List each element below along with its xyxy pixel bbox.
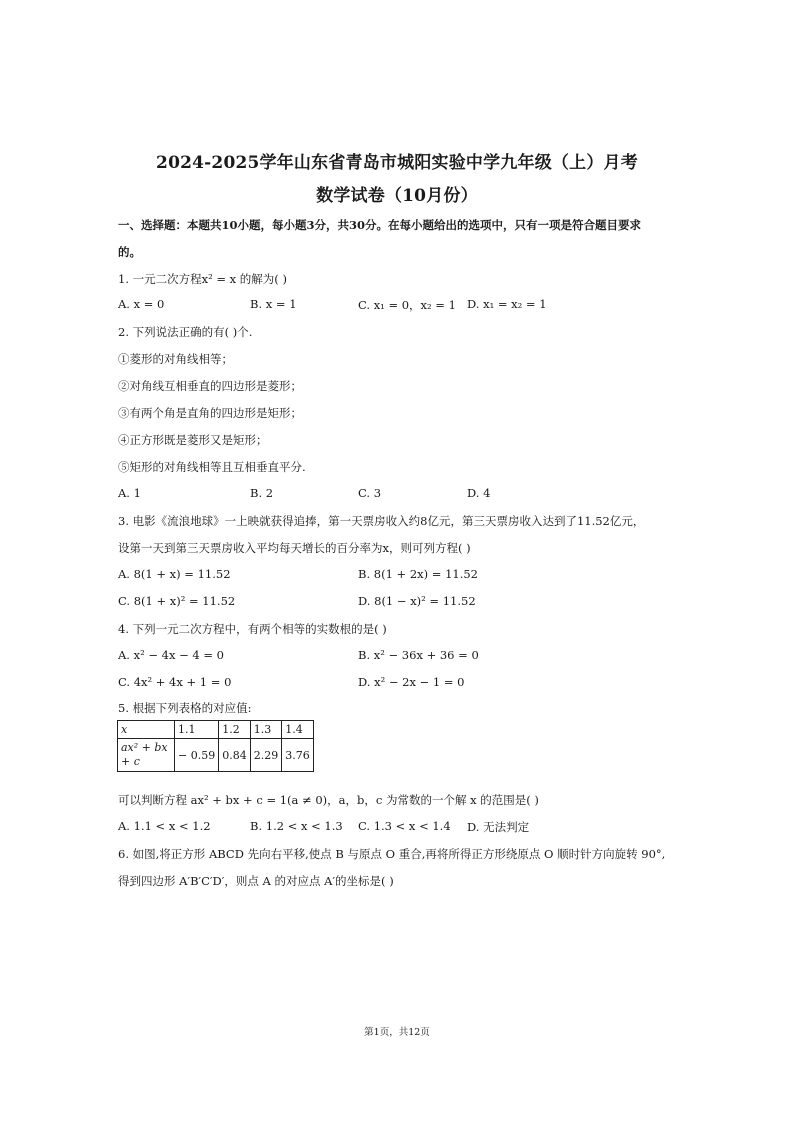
- question-4-option-d: D. x² − 2x − 1 = 0: [358, 675, 465, 689]
- page-footer: 第1页，共12页: [364, 1027, 430, 1038]
- question-2-option-c: C. 3: [358, 486, 382, 500]
- exam-title-line1: 2024-2025学年山东省青岛市城阳实验中学九年级（上）月考: [156, 153, 638, 173]
- table-cell: 1.1: [175, 721, 219, 739]
- question-4-option-c: C. 4x² + 4x + 1 = 0: [118, 675, 232, 689]
- table-cell: 1.2: [219, 721, 251, 739]
- table-row: [118, 721, 314, 739]
- question-2-item-3: ③有两个角是直角的四边形是矩形；: [118, 406, 302, 420]
- table-cell: 3.76: [282, 739, 314, 772]
- table-cell: 1.4: [282, 721, 314, 739]
- table-cell: − 0.59: [175, 739, 219, 772]
- question-3-stem-line2: 设第一天到第三天票房收入平均每天增长的百分率为x，则可列方程( ): [118, 541, 471, 555]
- question-2-item-2: ②对角线互相垂直的四边形是菱形；: [118, 379, 302, 393]
- table-cell: 0.84: [219, 739, 251, 772]
- question-1-option-a: A. x = 0: [118, 297, 165, 311]
- question-3-option-a: A. 8(1 + x) = 11.52: [118, 567, 231, 581]
- question-2-stem: 2. 下列说法正确的有( )个.: [118, 325, 253, 339]
- table-row: [118, 739, 314, 772]
- question-2-item-1: ①菱形的对角线相等；: [118, 352, 233, 366]
- question-4-stem: 4. 下列一元二次方程中，有两个相等的实数根的是( ): [118, 622, 387, 636]
- question-5-stem: 5. 根据下列表格的对应值:: [118, 701, 252, 715]
- question-3-option-c: C. 8(1 + x)² = 11.52: [118, 594, 236, 608]
- question-1-stem: 1. 一元二次方程x² = x 的解为( ): [118, 272, 287, 286]
- question-2-item-4: ④正方形既是菱形又是矩形；: [118, 433, 268, 447]
- table-cell: 1.3: [250, 721, 282, 739]
- question-2-option-b: B. 2: [250, 486, 274, 500]
- question-2-item-5: ⑤矩形的对角线相等且互相垂直平分.: [118, 460, 306, 474]
- question-2-option-a: A. 1: [118, 486, 141, 500]
- expression-part-2: + c: [121, 755, 140, 768]
- exam-title-line2: 数学试卷（10月份）: [316, 186, 478, 206]
- question-4-option-b: B. x² − 36x + 36 = 0: [358, 648, 479, 662]
- question-6-stem-line2: 得到四边形 A′B′C′D′，则点 A 的对应点 A′的坐标是( ): [118, 874, 394, 888]
- question-5-stem-line2: 可以判断方程 ax² + bx + c = 1(a ≠ 0)，a，b，c 为常数的一个解 x 的范围是( ): [118, 793, 539, 807]
- question-1-option-d: D. x₁ = x₂ = 1: [467, 297, 547, 311]
- section-instructions-line1: 一、选择题：本题共10小题，每小题3分，共30分。在每小题给出的选项中，只有一项是符合题目要求: [118, 218, 642, 232]
- question-5-option-c: C. 1.3 < x < 1.4: [358, 819, 451, 833]
- question-4-option-a: A. x² − 4x − 4 = 0: [118, 648, 224, 662]
- expression-part-1: ax² + bx: [121, 741, 168, 754]
- question-3-option-d: D. 8(1 − x)² = 11.52: [358, 594, 476, 608]
- question-5-option-d: D. 无法判定: [467, 820, 530, 834]
- question-1-option-c: C. x₁ = 0，x₂ = 1: [358, 298, 456, 312]
- values-table: [117, 720, 314, 772]
- section-instructions-line2: 的。: [118, 245, 141, 259]
- question-3-option-b: B. 8(1 + 2x) = 11.52: [358, 567, 478, 581]
- question-1-option-b: B. x = 1: [250, 297, 297, 311]
- question-5-option-b: B. 1.2 < x < 1.3: [250, 819, 343, 833]
- table-cell: 2.29: [250, 739, 282, 772]
- table-cell: x: [118, 721, 175, 739]
- question-3-stem-line1: 3. 电影《流浪地球》一上映就获得追捧，第一天票房收入约8亿元，第三天票房收入达到了11.52亿元，: [118, 514, 645, 528]
- question-2-option-d: D. 4: [467, 486, 491, 500]
- question-5-option-a: A. 1.1 < x < 1.2: [118, 819, 211, 833]
- question-6-stem-line1: 6. 如图,将正方形 ABCD 先向右平移,使点 B 与原点 O 重合,再将所得正方形绕原点 O 顺时针方向旋转 90°,: [118, 847, 666, 861]
- table-cell-expression: [118, 739, 175, 772]
